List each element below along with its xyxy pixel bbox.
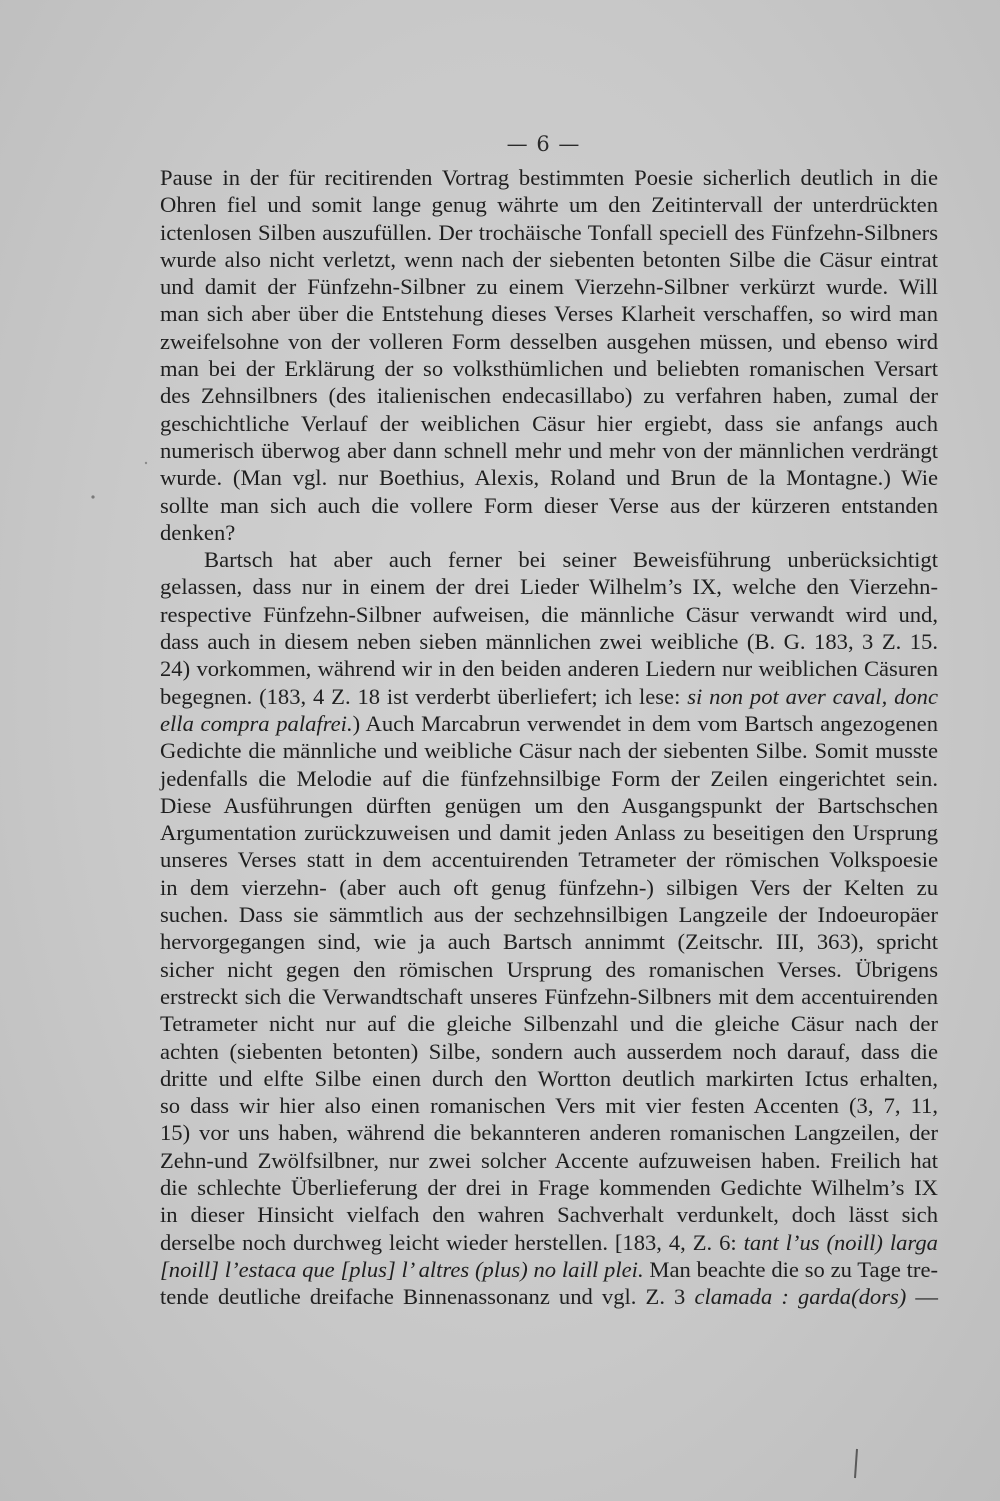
text-line: [160, 1283, 938, 1310]
text-line: gelassen, dass nur in einem der drei Lieder Wilhelm’s IX, welche den Vierzehn-: [160, 574, 938, 600]
text-line: ictenlosen Silben auszufüllen. Der trochäische Tonfall speciell des Fünfzehn-Silbners: [160, 219, 938, 245]
text-segment: ) Auch Marcabrun verwendet in dem vom Bartsch angezogenen: [352, 710, 938, 736]
text-line: man sich aber über die Entstehung dieses Verses Klarheit verschaffen, so wird man: [160, 301, 938, 327]
text-line: Tetrameter nicht nur auf die gleiche Silbenzahl und die gleiche Cäsur nach der: [160, 1011, 938, 1037]
text-line: Ohren fiel und somit lange genug währte um den Zeitintervall der unterdrückten: [160, 192, 938, 218]
body-text: [160, 164, 938, 1310]
italic-quote: ella compra palafrei.: [160, 710, 353, 736]
text-line: des Zehnsilbners (des italienischen endecasillabo) zu verfahren haben, zumal der: [160, 383, 938, 409]
text-line: in dieser Hinsicht vielfach den wahren Sachverhalt verdunkelt, doch lässt sich: [160, 1202, 938, 1228]
text-line: [160, 1256, 938, 1283]
text-line: jedenfalls die Melodie auf die fünfzehnsilbige Form der Zeilen eingerichtet sein.: [160, 765, 938, 791]
text-line: hervorgegangen sind, wie ja auch Bartsch annimmt (Zeitschr. III, 363), spricht: [160, 929, 938, 955]
text-segment: —: [906, 1284, 938, 1310]
italic-quote: si non pot aver caval, donc: [687, 683, 938, 709]
text-line: Pause in der für recitirenden Vortrag bestimmten Poesie sicherlich deutlich in die: [160, 165, 938, 190]
text-line: man bei der Erklärung der so volksthümlichen und beliebten romanischen Versart: [160, 356, 938, 382]
paper-speck: [145, 462, 147, 464]
text-line: dritte und elfte Silbe einen durch den Wortton deutlich markirten Ictus erhalten,: [160, 1065, 938, 1091]
text-line: [160, 1229, 938, 1256]
page-number: — 6 —: [506, 132, 581, 156]
paper-speck: [91, 495, 94, 498]
paper-scratch: [855, 1449, 857, 1478]
text-line: wurde also nicht verletzt, wenn nach der siebenten betonten Silbe die Cäsur eintrat: [160, 246, 938, 272]
text-line: suchen. Dass sie sämmtlich aus der sechzehnsilbigen Langzeile der Indoeuropäer: [160, 902, 938, 928]
text-line: in dem vierzehn- (aber auch oft genug fünfzehn-) silbigen Vers der Kelten zu: [160, 874, 938, 900]
text-line: wurde. (Man vgl. nur Boethius, Alexis, Roland und Brun de la Montagne.) Wie: [160, 465, 938, 491]
text-line: Diese Ausführungen dürften genügen um den Ausgangspunkt der Bartschschen: [160, 792, 938, 818]
text-line: numerisch überwog aber dann schnell mehr und mehr von der männlichen verdrängt: [160, 437, 938, 463]
text-line: 24) vorkommen, während wir in den beiden anderen Liedern nur weiblichen Cäsuren: [160, 656, 938, 682]
text-line: unseres Verses statt in dem accentuirenden Tetrameter der römischen Volkspoesie: [160, 847, 938, 873]
text-line: dass auch in diesem neben sieben männlichen zwei weibliche (B. G. 183, 3 Z. 15.: [160, 629, 938, 655]
text-line: sicher nicht gegen den römischen Ursprung des romanischen Verses. Übrigens: [160, 956, 938, 982]
italic-quote: [noill] l’estaca que [plus] l’ altres (plus) no laill plei.: [160, 1256, 644, 1282]
italic-quote: clamada : garda(dors): [694, 1284, 907, 1310]
text-line: erstreckt sich die Verwandtschaft unseres Fünfzehn-Silbners mit dem accentuirenden: [160, 983, 938, 1009]
text-line: respective Fünfzehn-Silbner aufweisen, die männliche Cäsur verwandt wird und,: [160, 601, 938, 627]
text-segment: Man beachte die so zu Tage tre-: [643, 1256, 938, 1282]
text-line: 15) vor uns haben, während die bekannteren anderen romanischen Langzeilen, der: [160, 1120, 938, 1146]
text-line: zweifelsohne von der volleren Form desselben ausgehen müssen, und ebenso wird: [160, 328, 938, 354]
text-line: und damit der Fünfzehn-Silbner zu einem Vierzehn-Silbner verkürzt wurde. Will: [160, 274, 938, 300]
italic-quote: tant l’us (noill) larga: [743, 1229, 938, 1255]
text-line: Argumentation zurückzuweisen und damit jeden Anlass zu beseitigen den Ursprung: [160, 820, 938, 846]
text-segment: begegnen. (183, 4 Z. 18 ist verderbt überliefert; ich lese:: [160, 683, 688, 709]
text-line: Bartsch hat aber auch ferner bei seiner Beweisführung unberücksichtigt: [204, 547, 938, 573]
text-line: Gedichte die männliche und weibliche Cäsur nach der siebenten Silbe. Somit musste: [160, 738, 938, 764]
text-line: so dass wir hier also einen romanischen Vers mit vier festen Accenten (3, 7, 11,: [160, 1093, 938, 1119]
text-line: denken?: [160, 519, 236, 545]
text-line: Zehn-und Zwölfsilbner, nur zwei solcher Accente aufzuweisen haben. Freilich hat: [160, 1147, 938, 1173]
text-line: achten (siebenten betonten) Silbe, sondern auch ausserdem noch darauf, dass die: [160, 1038, 938, 1064]
paragraph: [160, 546, 938, 1310]
text-line: [160, 710, 938, 737]
text-line: sollte man sich auch die vollere Form dieser Verse aus der kürzeren entstanden: [160, 492, 938, 518]
text-line: die schlechte Überlieferung der drei in Frage kommenden Gedichte Wilhelm’s IX: [160, 1174, 938, 1200]
text-segment: derselbe noch durchweg leicht wieder herstellen. [183, 4, Z. 6:: [160, 1229, 744, 1255]
text-line: [160, 683, 938, 710]
paragraph: [160, 164, 938, 546]
text-line: geschichtliche Verlauf der weiblichen Cäsur hier ergiebt, dass sie anfangs auch: [160, 410, 938, 436]
text-segment: tende deutliche dreifache Binnenassonanz und vgl. Z. 3: [160, 1284, 695, 1310]
